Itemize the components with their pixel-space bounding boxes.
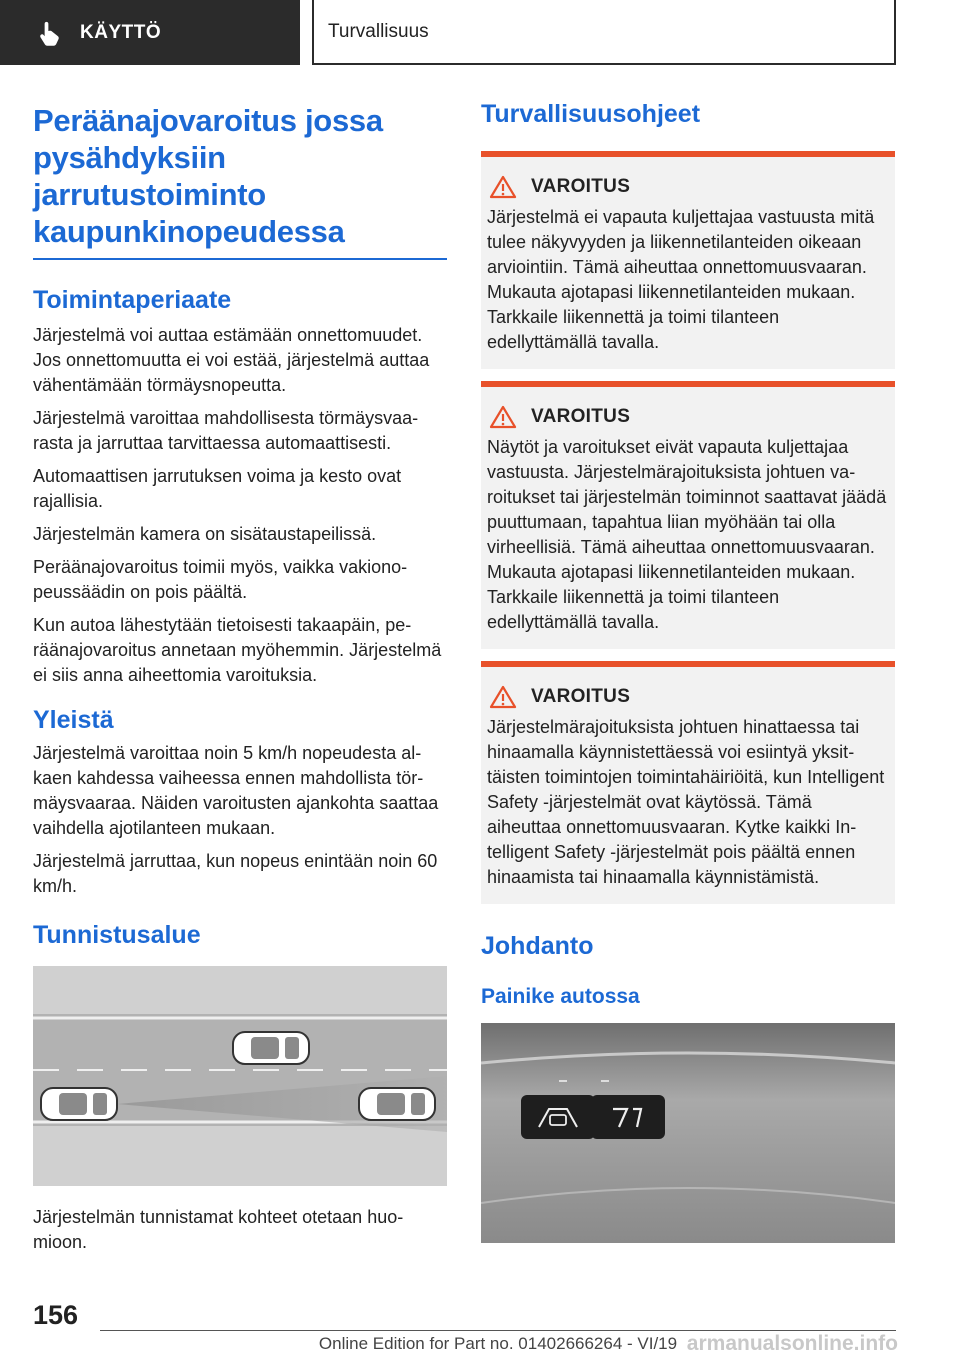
title-line: jarrutustoiminto (33, 177, 266, 212)
edition-text: Online Edition for Part no. 01402666264 - VI/19 (318, 1334, 678, 1353)
heading-johdanto: Johdanto (481, 932, 594, 960)
paragraph: Järjestelmä voi auttaa estämään onnettomuudet. Jos onnettomuutta ei voi estää, järjestelmä auttaa vähentämään törmäysnopeutta. (33, 325, 430, 395)
car-icon (233, 1032, 309, 1064)
paragraph: Järjestelmä varoittaa mahdollisesta törmäysvaarasta ja jarruttaa tarvittaessa automaattisesti. (33, 408, 419, 453)
footer-divider (100, 1330, 896, 1331)
paragraph: Järjestelmän kamera on sisätaustapeilissä. (33, 524, 377, 544)
warning-label: VAROITUS (531, 686, 631, 707)
button-panel-photo (481, 1023, 895, 1243)
title-line: Peräänajovaroitus jossa (33, 103, 383, 138)
warning-box (481, 381, 895, 649)
section-tab (0, 0, 300, 65)
title-line: pysähdyksiin (33, 140, 226, 175)
warning-box (481, 151, 895, 369)
warning-text: Näytöt ja varoitukset eivät vapauta kuljettajaa vastuusta. Järjestelmärajoituksista johtuen varoitukset tai järjestelmän toiminnot saattavat jäädä puuttumaan, tapahtua liian myöhään tai olla virheellisiä. Tämä aiheuttaa onnettomuusvaaran. Mukauta ajotapasi liikennetilanteiden mukaan. Tarkkaile liikennettä ja toimi tilanteen edellyttämällä tavalla. (487, 437, 887, 632)
watermark: armanualsonline.info (686, 1332, 898, 1355)
warning-box (481, 661, 895, 904)
hand-pointer-icon (36, 19, 64, 47)
warning-label: VAROITUS (531, 406, 631, 427)
left-column (33, 102, 447, 1263)
subheading-painike-autossa: Painike autossa (481, 985, 640, 1008)
warning-triangle-icon (489, 405, 517, 429)
title-line: kaupunkinopeudessa (33, 214, 345, 249)
chapter-title: Turvallisuus (328, 20, 429, 42)
section-title: KÄYTTÖ (80, 21, 162, 43)
warning-text: Järjestelmä ei vapauta kuljettajaa vastuusta mitä tulee näkyvyyden ja liikennetilanteiden oikeaan arviointiin. Tämä aiheuttaa onnettomuusvaaran. Mukauta ajotapasi liikennetilanteiden mukaan. Tarkkaile liikennettä ja toimi tilanteen edellyttämällä tavalla. (487, 207, 875, 352)
right-column (481, 100, 895, 1248)
paragraph: Järjestelmä varoittaa noin 5 km/h nopeudesta alkaen kahdessa vaiheessa ennen mahdollista törmäysvaaraa. Näiden varoitusten ajankohta saattaa vaihdella ajotilanteen mukaan. (33, 743, 439, 838)
chapter-header (312, 0, 896, 65)
heading-yleista: Yleistä (33, 706, 114, 734)
car-icon (359, 1088, 435, 1120)
diagram-caption: Järjestelmän tunnistamat kohteet otetaan huomioon. (33, 1207, 404, 1252)
warning-label: VAROITUS (531, 176, 631, 197)
heading-turvallisuusohjeet: Turvallisuusohjeet (481, 100, 701, 128)
warning-triangle-icon (489, 175, 517, 199)
heading-toimintaperiaate: Toimintaperiaate (33, 286, 232, 314)
warning-triangle-icon (489, 685, 517, 709)
lane-assist-button (591, 1095, 665, 1139)
warning-text: Järjestelmärajoituksista johtuen hinattaessa tai hinaamalla käynnistettäessä voi esiintyä yksittäisten toimintojen toimintahäiriöitä, kun Intelligent Safety ‑järjestelmät ovat käytössä. Tämä aiheuttaa onnettomuusvaaran. Kytke kaikki Intelligent Safety ‑järjestelmät pois päältä ennen hinaamista tai hinaamalla käynnistämistä. (487, 717, 885, 887)
paragraph: Peräänajovaroitus toimii myös, vaikka vakionopeussäädin on pois päältä. (33, 557, 408, 602)
driving-assistant-button (521, 1095, 595, 1139)
paragraph: Järjestelmä jarruttaa, kun nopeus enintään noin 60 km/h. (33, 851, 438, 896)
page-title (33, 102, 447, 250)
title-divider (33, 258, 447, 260)
paragraph: Kun autoa lähestytään tietoisesti takaapäin, peräänajovaroitus annetaan myöhemmin. Järjestelmä ei siis anna aiheettomia varoituksia. (33, 615, 442, 685)
ego-car-icon (41, 1088, 117, 1120)
paragraph: Automaattisen jarrutuksen voima ja kesto ovat rajallisia. (33, 466, 402, 511)
detection-area-diagram (33, 966, 447, 1186)
page-number: 156 (33, 1300, 79, 1330)
heading-tunnistusalue: Tunnistusalue (33, 921, 201, 949)
